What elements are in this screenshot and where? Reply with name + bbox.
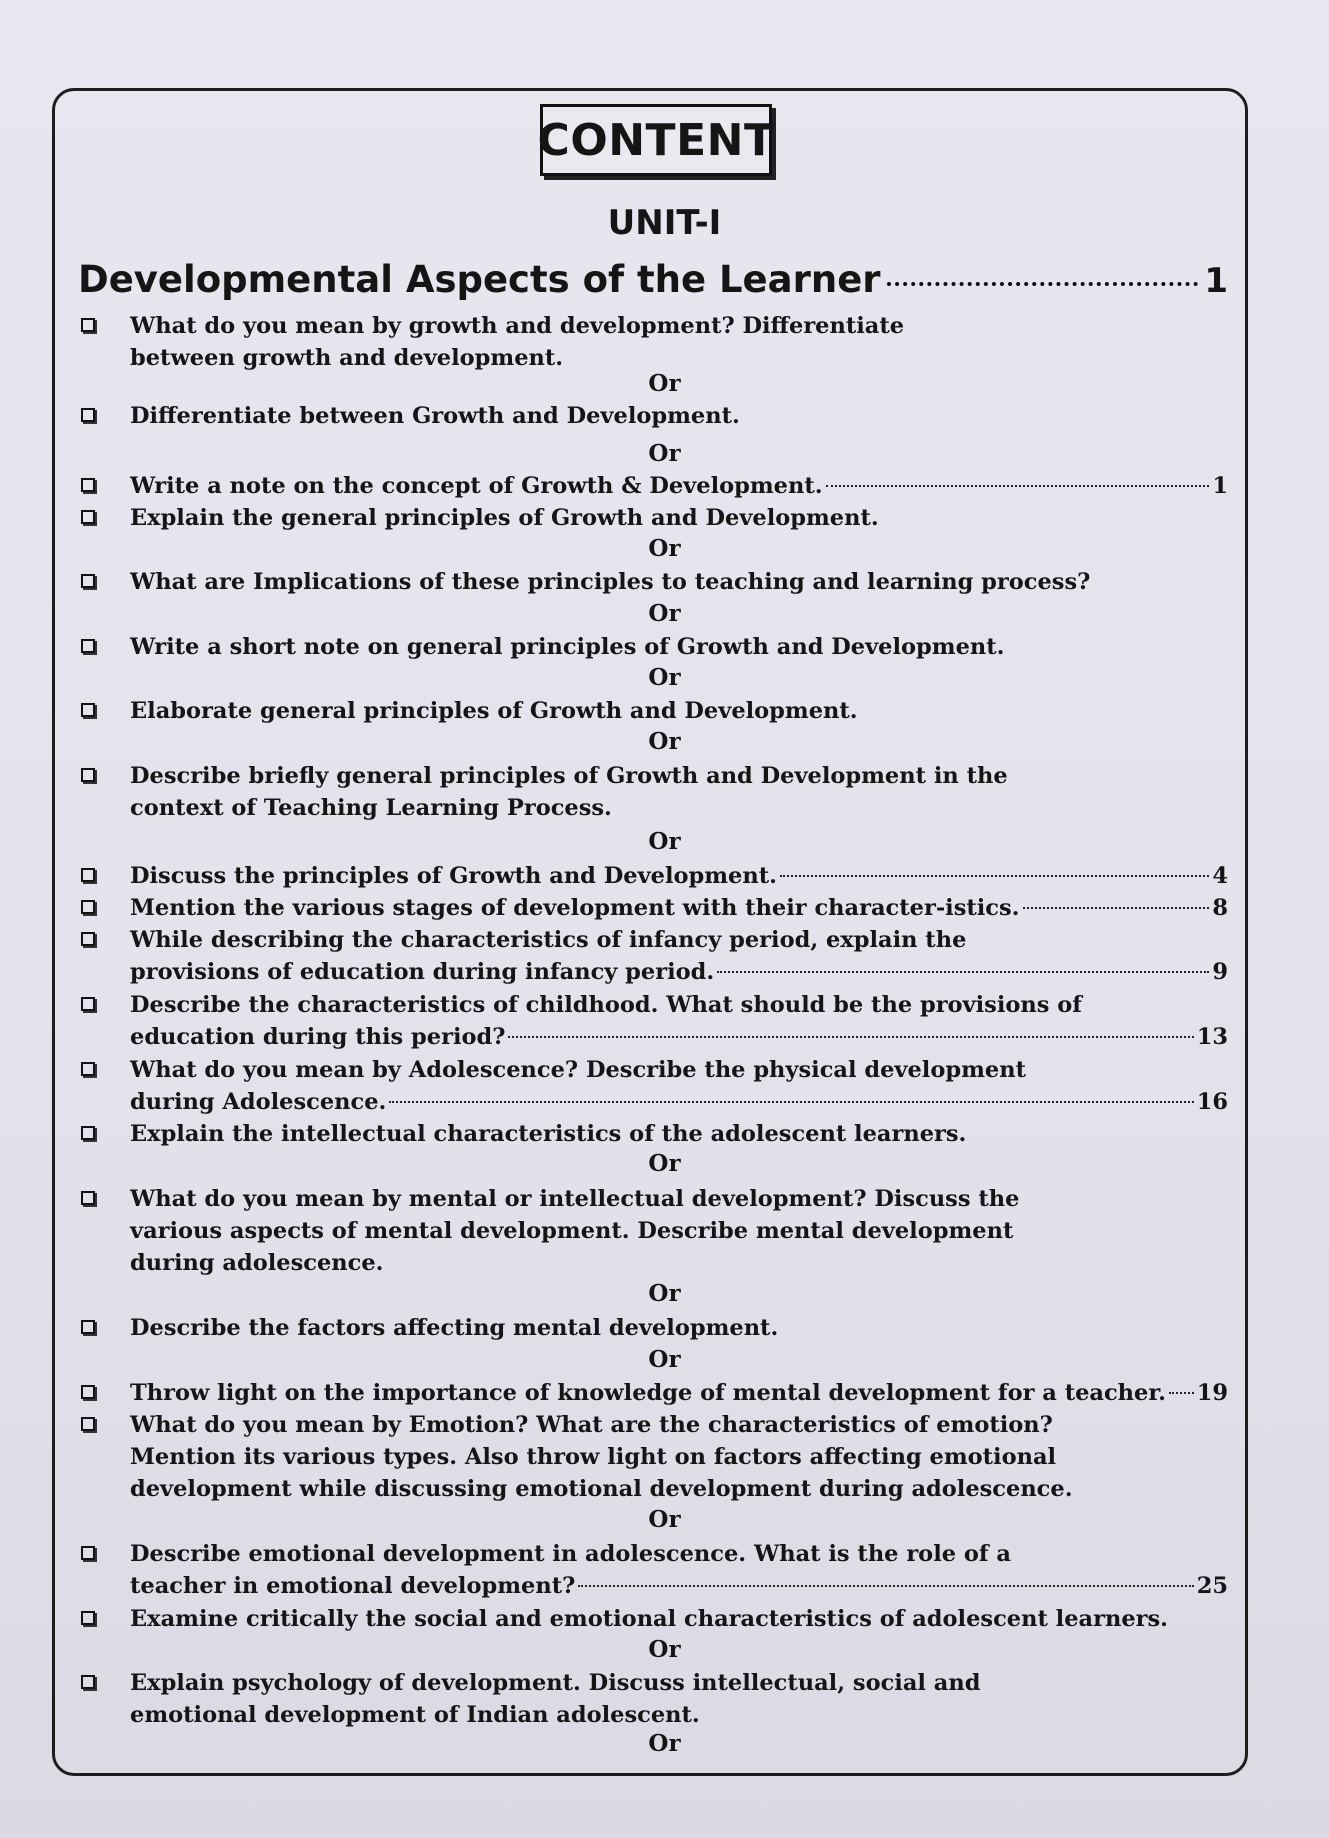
toc-entry-line: [130, 860, 1228, 892]
toc-entry-line-text: Mention the various stages of development with their character-istics.: [130, 895, 1020, 921]
toc-entry-line: [130, 792, 1228, 824]
toc-entry-line: [130, 400, 1228, 432]
checkbox-bullet-icon: [81, 1417, 95, 1431]
checkbox-bullet-icon: [81, 1385, 95, 1399]
toc-entry-line-text: Explain psychology of development. Discuss intellectual, social and: [130, 1670, 981, 1696]
chapter-page-number: 1: [1204, 261, 1228, 301]
toc-page-number: 8: [1212, 895, 1228, 921]
checkbox-bullet-icon: [81, 478, 95, 492]
toc-entry-text: [130, 310, 1228, 374]
or-separator: Or: [648, 1280, 681, 1307]
toc-entry-text: [130, 1667, 1228, 1731]
toc-entry-line-text: Describe emotional development in adolescence. What is the role of a: [130, 1541, 1011, 1567]
toc-entry-line: [130, 631, 1228, 663]
or-separator: Or: [648, 1150, 681, 1177]
toc-entry-line-text: Describe briefly general principles of Growth and Development in the: [130, 763, 1008, 789]
toc-entry-line: [130, 1247, 1228, 1279]
checkbox-bullet-icon: [81, 997, 95, 1011]
toc-entry[interactable]: [78, 760, 1228, 824]
checkbox-bullet-icon: [81, 703, 95, 717]
toc-entry-line: [130, 1409, 1228, 1441]
toc-page-number: 16: [1196, 1089, 1228, 1115]
leader-dots: [717, 971, 1209, 973]
leader-dots: [826, 485, 1210, 487]
checkbox-bullet-icon: [81, 1675, 95, 1689]
leader-dots: [508, 1036, 1193, 1038]
toc-entry-text: [130, 1183, 1228, 1279]
toc-entry[interactable]: [78, 1183, 1228, 1279]
leader-dots: [887, 282, 1199, 286]
or-separator: Or: [648, 1506, 681, 1533]
toc-entry-line: [130, 1054, 1228, 1086]
toc-page-number: 1: [1212, 473, 1228, 499]
toc-entry-line-text: Differentiate between Growth and Development.: [130, 403, 740, 429]
toc-entry-line-text: context of Teaching Learning Process.: [130, 795, 612, 821]
toc-entry[interactable]: [78, 695, 1228, 727]
toc-entry[interactable]: [78, 631, 1228, 663]
toc-entry-text: [130, 1377, 1228, 1409]
toc-entry-line-text: development while discussing emotional development during adolescence.: [130, 1476, 1073, 1502]
toc-entry-line-text: during adolescence.: [130, 1250, 384, 1276]
toc-entry[interactable]: [78, 1409, 1228, 1505]
toc-entry-line-text: What do you mean by mental or intellectual development? Discuss the: [130, 1186, 1020, 1212]
toc-entry-text: [130, 924, 1228, 988]
toc-entry-line-text: Examine critically the social and emotional characteristics of adolescent learners.: [130, 1606, 1168, 1632]
toc-entry-line: [130, 1603, 1228, 1635]
checkbox-bullet-icon: [81, 1126, 95, 1140]
toc-entry-line-text: teacher in emotional development?: [130, 1573, 576, 1599]
toc-entry-line: [130, 1667, 1228, 1699]
unit-title: UNIT-I: [607, 203, 722, 243]
checkbox-bullet-icon: [81, 768, 95, 782]
leader-dots: [1023, 907, 1210, 909]
checkbox-bullet-icon: [81, 932, 95, 946]
or-separator: Or: [648, 728, 681, 755]
toc-entry-line-text: various aspects of mental development. Describe mental development: [130, 1218, 1014, 1244]
checkbox-bullet-icon: [81, 1191, 95, 1205]
toc-entry-text: [130, 1603, 1228, 1635]
leader-dots: [389, 1101, 1193, 1103]
checkbox-bullet-icon: [81, 574, 95, 588]
toc-entry-line-text: Explain the general principles of Growth and Development.: [130, 505, 879, 531]
or-separator: Or: [648, 600, 681, 627]
toc-entry-text: [130, 1054, 1228, 1118]
toc-entry-line: [130, 310, 1228, 342]
or-separator: Or: [648, 1636, 681, 1663]
or-separator: Or: [648, 1346, 681, 1373]
leader-dots: [578, 1585, 1193, 1587]
or-separator: Or: [648, 1730, 681, 1757]
checkbox-bullet-icon: [81, 318, 95, 332]
toc-entry-text: [130, 566, 1228, 598]
toc-entry-line: [130, 1312, 1228, 1344]
toc-page-number: 9: [1212, 959, 1228, 985]
toc-entry-line: [130, 1441, 1228, 1473]
toc-entry[interactable]: [78, 924, 1228, 988]
toc-entry-line-text: Describe the factors affecting mental development.: [130, 1315, 779, 1341]
toc-entry-line-text: emotional development of Indian adolescent.: [130, 1702, 700, 1728]
or-separator: Or: [648, 828, 681, 855]
toc-entry-line-text: While describing the characteristics of infancy period, explain the: [130, 927, 967, 953]
toc-entry-line-text: Describe the characteristics of childhood. What should be the provisions of: [130, 992, 1082, 1018]
toc-entry-line: [130, 989, 1228, 1021]
toc-entry-line-text: Write a note on the concept of Growth & Development.: [130, 473, 823, 499]
toc-entry-text: [130, 892, 1228, 924]
toc-entry-line: [130, 956, 1228, 988]
toc-entry-line-text: What do you mean by Adolescence? Describe the physical development: [130, 1057, 1026, 1083]
or-separator: Or: [648, 370, 681, 397]
toc-entry-line-text: during Adolescence.: [130, 1089, 387, 1115]
toc-entry[interactable]: [78, 1118, 1228, 1150]
toc-entry[interactable]: [78, 1054, 1228, 1118]
toc-entry-text: [130, 470, 1228, 502]
toc-page-number: 4: [1212, 863, 1228, 889]
toc-entry-line: [130, 695, 1228, 727]
toc-entry[interactable]: [78, 892, 1228, 924]
or-separator: Or: [648, 664, 681, 691]
toc-entry-text: [130, 695, 1228, 727]
toc-entry[interactable]: [78, 989, 1228, 1053]
toc-entry-line-text: What are Implications of these principles to teaching and learning process?: [130, 569, 1091, 595]
toc-entry-line: [130, 502, 1228, 534]
toc-entry-line: [130, 1570, 1228, 1602]
toc-entry-line: [130, 470, 1228, 502]
toc-entry-line-text: What do you mean by Emotion? What are the characteristics of emotion?: [130, 1412, 1053, 1438]
checkbox-bullet-icon: [81, 900, 95, 914]
toc-entry-line: [130, 1377, 1228, 1409]
toc-entry-text: [130, 860, 1228, 892]
toc-entry[interactable]: [78, 310, 1228, 374]
toc-entry-line: [130, 1538, 1228, 1570]
content-heading: CONTENT: [540, 104, 772, 176]
toc-entry-text: [130, 1409, 1228, 1505]
toc-entry[interactable]: [78, 400, 1228, 432]
toc-entry-line-text: education during this period?: [130, 1024, 506, 1050]
toc-entry[interactable]: [78, 1312, 1228, 1344]
toc-entry[interactable]: [78, 470, 1228, 502]
toc-entry-text: [130, 631, 1228, 663]
toc-entry-text: [130, 502, 1228, 534]
toc-entry-line-text: Explain the intellectual characteristics of the adolescent learners.: [130, 1121, 967, 1147]
toc-entry[interactable]: [78, 1603, 1228, 1635]
checkbox-bullet-icon: [81, 510, 95, 524]
toc-entry-line-text: between growth and development.: [130, 345, 564, 371]
chapter-title: Developmental Aspects of the Learner: [78, 258, 881, 301]
leader-dots: [1169, 1392, 1194, 1394]
toc-entry-line: [130, 1473, 1228, 1505]
toc-entry-line: [130, 1215, 1228, 1247]
toc-entry-text: [130, 1538, 1228, 1602]
toc-page-number: 19: [1196, 1380, 1228, 1406]
toc-entry-line: [130, 566, 1228, 598]
toc-entry-line-text: What do you mean by growth and development? Differentiate: [130, 313, 905, 339]
chapter-heading[interactable]: [78, 258, 1228, 308]
toc-entry-line-text: Write a short note on general principles of Growth and Development.: [130, 634, 1005, 660]
toc-entry-text: [130, 760, 1228, 824]
toc-entry-line: [130, 1021, 1228, 1053]
toc-entry[interactable]: [78, 1667, 1228, 1731]
toc-entry-text: [130, 1312, 1228, 1344]
toc-entry-line: [130, 1699, 1228, 1731]
or-separator: Or: [648, 440, 681, 467]
checkbox-bullet-icon: [81, 1320, 95, 1334]
toc-entry-line: [130, 1183, 1228, 1215]
checkbox-bullet-icon: [81, 408, 95, 422]
toc-entry[interactable]: [78, 1377, 1228, 1409]
checkbox-bullet-icon: [81, 1611, 95, 1625]
toc-entry-text: [130, 1118, 1228, 1150]
checkbox-bullet-icon: [81, 1062, 95, 1076]
toc-entry-line-text: Throw light on the importance of knowledge of mental development for a teacher.: [130, 1380, 1166, 1406]
toc-entry-line-text: Discuss the principles of Growth and Development.: [130, 863, 777, 889]
toc-entry-line: [130, 1118, 1228, 1150]
toc-page-number: 25: [1196, 1573, 1228, 1599]
toc-entry-line-text: Mention its various types. Also throw light on factors affecting emotional: [130, 1444, 1057, 1470]
toc-page-number: 13: [1196, 1024, 1228, 1050]
toc-entry-line: [130, 924, 1228, 956]
toc-entry-line: [130, 1086, 1228, 1118]
toc-entry-line-text: provisions of education during infancy period.: [130, 959, 715, 985]
toc-entry-text: [130, 400, 1228, 432]
toc-entry-line-text: Elaborate general principles of Growth and Development.: [130, 698, 858, 724]
or-separator: Or: [648, 535, 681, 562]
toc-entry-text: [130, 989, 1228, 1053]
toc-entry-line: [130, 760, 1228, 792]
checkbox-bullet-icon: [81, 868, 95, 882]
toc-entry-line: [130, 892, 1228, 924]
leader-dots: [780, 875, 1209, 877]
toc-entry[interactable]: [78, 860, 1228, 892]
checkbox-bullet-icon: [81, 639, 95, 653]
toc-entry[interactable]: [78, 566, 1228, 598]
toc-entry[interactable]: [78, 502, 1228, 534]
checkbox-bullet-icon: [81, 1546, 95, 1560]
toc-entry[interactable]: [78, 1538, 1228, 1602]
